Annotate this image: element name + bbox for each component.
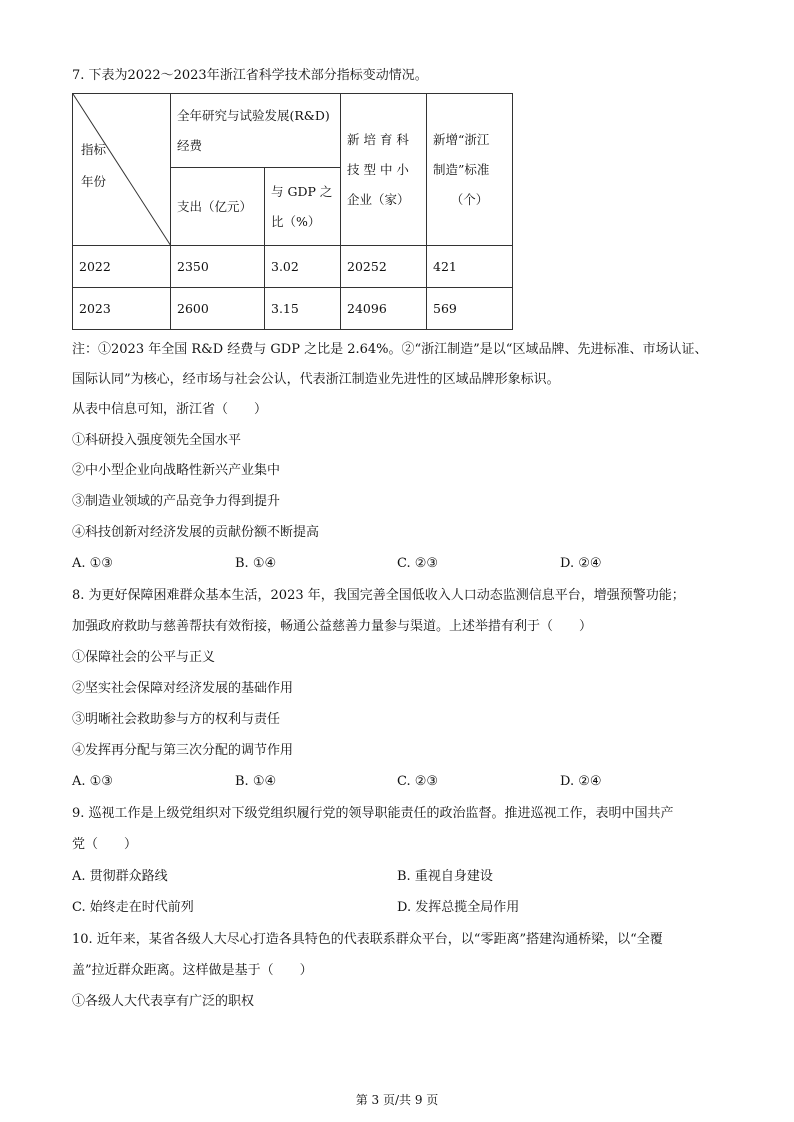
standard-header-cell: 新增“浙江 制造”标准 （个） bbox=[427, 94, 513, 246]
q9-stem-line2: 党（ ） bbox=[72, 837, 138, 852]
q8-item-2: ②坚实社会保障对经济发展的基础作用 bbox=[72, 681, 294, 696]
q9-option-b: B. 重视自身建设 bbox=[397, 869, 493, 884]
q8-option-d: D. ②④ bbox=[560, 774, 602, 789]
table-row: 2022 2350 3.02 20252 421 bbox=[73, 246, 513, 288]
q8-option-b: B. ①④ bbox=[235, 774, 277, 789]
gdp-ratio-header-cell: 与 GDP 之 比（%） bbox=[265, 168, 341, 246]
q7-item-2: ②中小型企业向战略性新兴产业集中 bbox=[72, 463, 281, 478]
q7-item-1: ①科研投入强度领先全国水平 bbox=[72, 433, 242, 448]
q7-question: 从表中信息可知，浙江省（ ） bbox=[72, 402, 268, 417]
indicator-table bbox=[72, 93, 513, 330]
corner-label-indicator: 指标 bbox=[81, 142, 107, 157]
q7-option-a: A. ①③ bbox=[72, 556, 113, 571]
q7-item-3: ③制造业领域的产品竞争力得到提升 bbox=[72, 494, 281, 509]
q9-stem-line1: 9. 巡视工作是上级党组织对下级党组织履行党的领导职能责任的政治监督。推进巡视工作，表明中国共产 bbox=[72, 806, 674, 821]
q9-option-c: C. 始终走在时代前列 bbox=[72, 900, 194, 915]
q7-option-c: C. ②③ bbox=[397, 556, 439, 571]
q9-option-d: D. 发挥总揽全局作用 bbox=[397, 900, 520, 915]
q8-item-1: ①保障社会的公平与正义 bbox=[72, 650, 216, 665]
q7-item-4: ④科技创新对经济发展的贡献份额不断提高 bbox=[72, 525, 320, 540]
q8-stem-line2: 加强政府救助与慈善帮扶有效衔接，畅通公益慈善力量参与渠道。上述举措有利于（ ） bbox=[72, 619, 593, 634]
table-row: 2023 2600 3.15 24096 569 bbox=[73, 288, 513, 330]
q7-option-d: D. ②④ bbox=[560, 556, 602, 571]
table-corner-cell bbox=[73, 94, 171, 246]
q10-stem-line2: 盖”拉近群众距离。这样做是基于（ ） bbox=[72, 963, 313, 978]
q7-note-line1: 注：①2023 年全国 R&D 经费与 GDP 之比是 2.64%。②“浙江制造”是以“区域品牌、先进标准、市场认证、 bbox=[72, 342, 708, 357]
q8-option-a: A. ①③ bbox=[72, 774, 113, 789]
q8-item-4: ④发挥再分配与第三次分配的调节作用 bbox=[72, 743, 294, 758]
sme-header-cell: 新 培 育 科 技 型 中 小 企业（家） bbox=[341, 94, 427, 246]
q10-stem-line1: 10. 近年来，某省各级人大尽心打造各具特色的代表联系群众平台，以“零距离”搭建沟通桥梁，以“全覆 bbox=[72, 932, 663, 947]
q8-item-3: ③明晰社会救助参与方的权利与责任 bbox=[72, 712, 281, 727]
rd-header-cell: 全年研究与试验发展(R&D) 经费 bbox=[171, 94, 341, 168]
page-number: 第 3 页/共 9 页 bbox=[355, 1093, 439, 1107]
q7-note-line2: 国际认同”为核心，经市场与社会公认，代表浙江制造业先进性的区域品牌形象标识。 bbox=[72, 372, 560, 387]
corner-label-year: 年份 bbox=[81, 174, 107, 189]
diagonal-line bbox=[73, 94, 171, 246]
q7-option-b: B. ①④ bbox=[235, 556, 277, 571]
q10-item-1: ①各级人大代表享有广泛的职权 bbox=[72, 994, 255, 1009]
q9-option-a: A. 贯彻群众路线 bbox=[72, 869, 168, 884]
q8-stem-line1: 8. 为更好保障困难群众基本生活，2023 年，我国完善全国低收入人口动态监测信息平台，增强预警功能； bbox=[72, 588, 685, 603]
q8-option-c: C. ②③ bbox=[397, 774, 439, 789]
expense-header-cell: 支出（亿元） bbox=[171, 168, 265, 246]
q7-stem: 7. 下表为2022～2023年浙江省科学技术部分指标变动情况。 bbox=[72, 68, 428, 83]
